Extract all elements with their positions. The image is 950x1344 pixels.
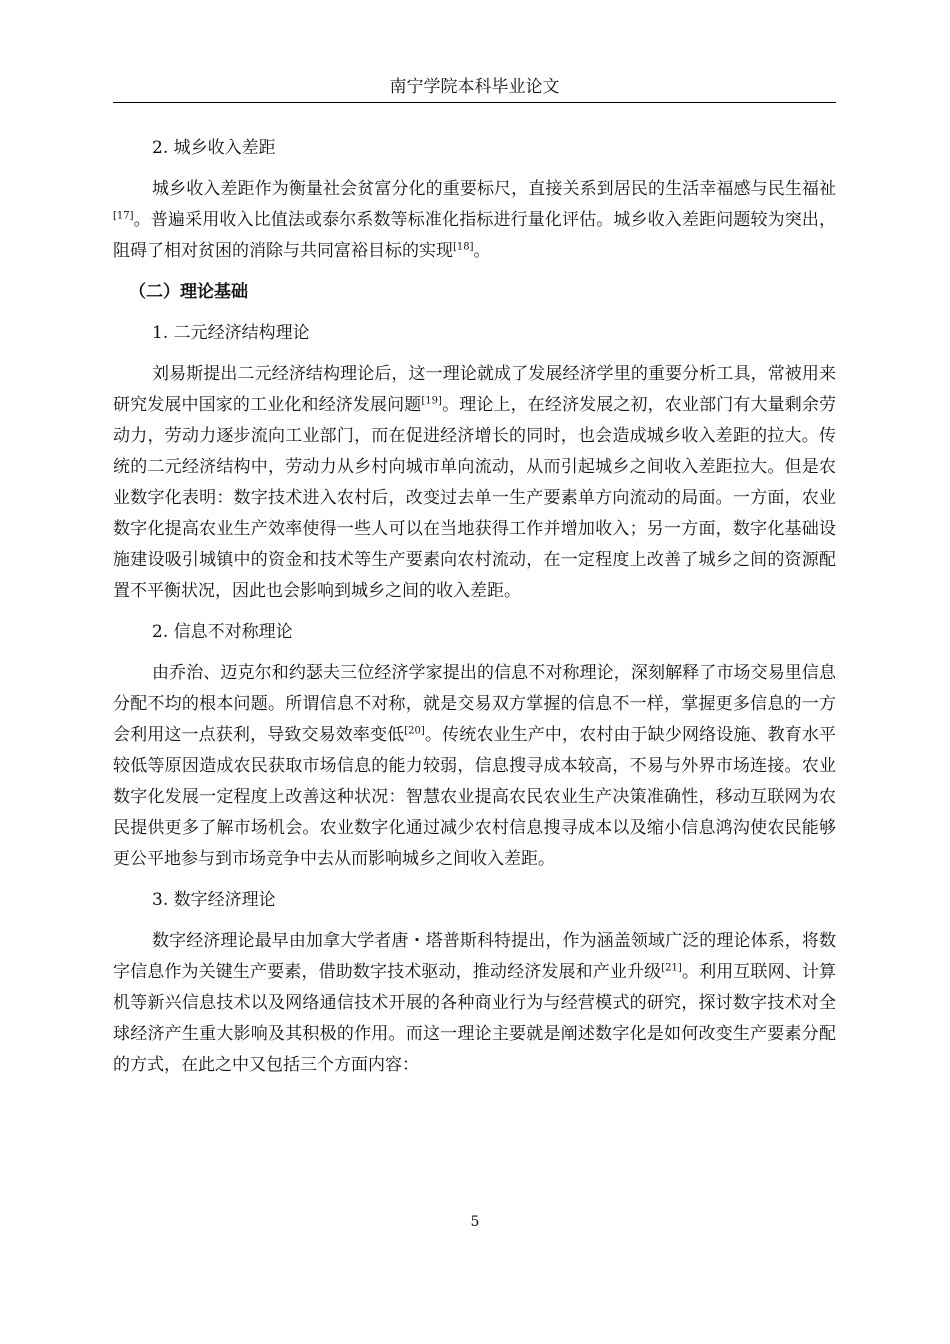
paragraph-income-gap (113, 174, 836, 267)
running-header: 南宁学院本科毕业论文 (113, 74, 836, 103)
text-run: 。普遍采用收入比值法或泰尔系数等标准化指标进行量化评估。城乡收入差距问题较为突出，阻碍了相对贫困的消除与共同富裕目标的实现 (113, 210, 836, 261)
subheading-info-asymmetry: 2. 信息不对称理论 (152, 622, 293, 642)
subheading-dual-economy: 1. 二元经济结构理论 (152, 323, 310, 343)
text-run: 由乔治、迈克尔和约瑟夫三位经济学家提出的信息不对称理论，深刻解释了市场交易里信息分配不均的根本问题。所谓信息不对称，就是交易双方掌握的信息不一样，掌握更多信息的一方会利用这一点获利，导致交易效率变低 (113, 663, 836, 745)
citation-17: [17] (113, 210, 134, 222)
citation-21: [21] (661, 962, 682, 974)
paragraph-dual-economy (113, 359, 836, 607)
citation-18: [18] (453, 241, 474, 253)
text-run: 。理论上，在经济发展之初，农业部门有大量剩余劳动力，劳动力逐步流向工业部门，而在促进经济增长的同时，也会造成城乡收入差距的拉大。传统的二元经济结构中，劳动力从乡村向城市单向流动，从而引起城乡之间收入差距拉大。但是农业数字化表明：数字技术进入农村后，改变过去单一生产要素单方向流动的局面。一方面，农业数字化提高农业生产效率使得一些人可以在当地获得工作并增加收入；另一方面，数字化基础设施建设吸引城镇中的资金和技术等生产要素向农村流动，在一定程度上改善了城乡之间的资源配置不平衡状况，因此也会影响到城乡之间的收入差距。 (113, 395, 837, 601)
subheading-digital-economy: 3. 数字经济理论 (152, 890, 276, 910)
paragraph-digital-economy (113, 926, 836, 1081)
text-run: 。利用互联网、计算机等新兴信息技术以及网络通信技术开展的各种商业行为与经营模式的研究，探讨数字技术对全球经济产生重大影响及其积极的作用。而这一理论主要就是阐述数字化是如何改变生产要素分配的方式，在此之中又包括三个方面内容： (113, 962, 837, 1075)
citation-19: [19] (421, 395, 442, 407)
page-number: 5 (470, 1214, 480, 1230)
text-run: 。传统农业生产中，农村由于缺少网络设施、教育水平较低等原因造成农民获取市场信息的能力较弱，信息搜寻成本较高，不易与外界市场连接。农业数字化发展一定程度上改善这种状况：智慧农业提高农民农业生产决策准确性，移动互联网为农民提供更多了解市场机会。农业数字化通过减少农村信息搜寻成本以及缩小信息鸿沟使农民能够更公平地参与到市场竞争中去从而影响城乡之间收入差距。 (113, 725, 837, 869)
text-run: 数字经济理论最早由加拿大学者唐・塔普斯科特提出，作为涵盖领域广泛的理论体系，将数字信息作为关键生产要素，借助数字技术驱动，推动经济发展和产业升级 (113, 931, 836, 982)
citation-20: [20] (404, 725, 425, 737)
body-content (113, 133, 836, 1091)
paragraph-info-asymmetry (113, 658, 836, 875)
text-run: 。 (473, 241, 491, 261)
subheading-income-gap: 2. 城乡收入差距 (152, 138, 276, 158)
section-title-theory: （二）理论基础 (129, 282, 248, 302)
text-run: 城乡收入差距作为衡量社会贫富分化的重要标尺，直接关系到居民的生活幸福感与民生福祉 (152, 179, 836, 199)
text-run: 刘易斯提出二元经济结构理论后，这一理论就成了发展经济学里的重要分析工具，常被用来研究发展中国家的工业化和经济发展问题 (113, 364, 836, 415)
